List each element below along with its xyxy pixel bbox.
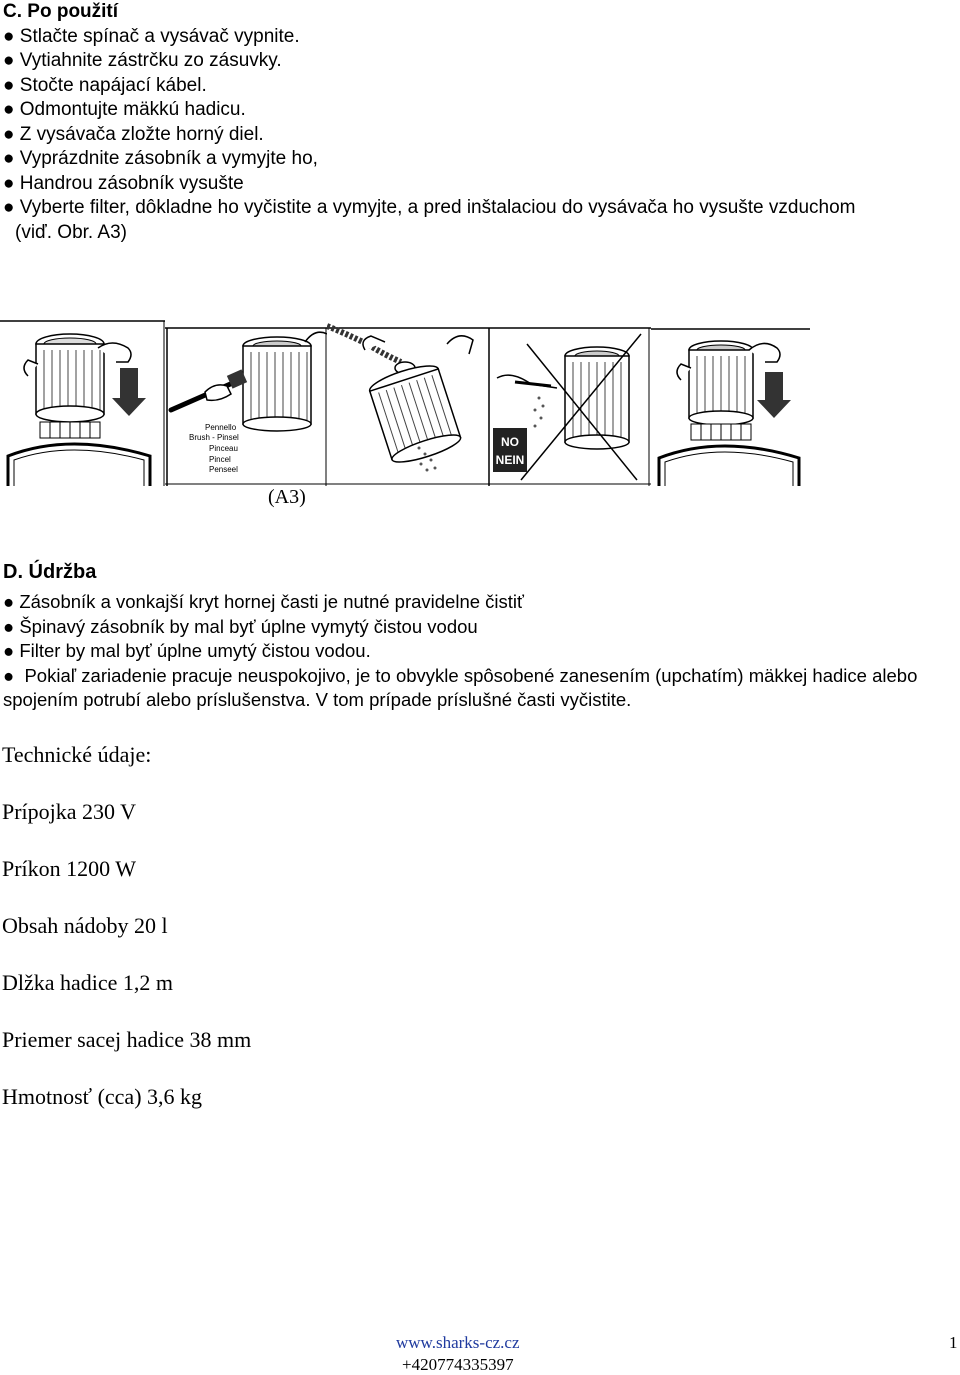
panel-install-filter — [651, 320, 810, 486]
brush-label-line: Penseel — [209, 465, 238, 474]
list-item: ● Vyprázdnite zásobník a vymyjte ho, — [3, 147, 953, 172]
figure-caption: (A3) — [268, 486, 306, 508]
list-item: ● Filter by mal byť úplne umytý čistou vodou. — [3, 639, 953, 664]
filter-removal-drawing — [0, 320, 165, 486]
filter-cleaning-illustration — [0, 320, 810, 486]
list-item: ● Zásobník a vonkajší kryt hornej časti je nutné pravidelne čistiť — [3, 590, 953, 615]
page-number: 1 — [949, 1333, 958, 1352]
section-c-heading: C. Po použití — [3, 1, 119, 22]
spec-row: Priemer sacej hadice 38 mm — [2, 1027, 252, 1052]
list-item: ● Z vysávača zložte horný diel. — [3, 123, 953, 148]
spec-row: Príkon 1200 W — [2, 856, 137, 881]
spec-row: Dlžka hadice 1,2 m — [2, 970, 174, 995]
phone-number: +420774335397 — [402, 1355, 514, 1374]
brush-cleaning-drawing — [165, 320, 327, 486]
panel-not-allowed — [487, 320, 651, 486]
brush-label-line: Brush - Pinsel — [189, 433, 239, 442]
panel-remove-filter — [0, 320, 165, 486]
list-item: ● Odmontujte mäkkú hadicu. — [3, 98, 953, 123]
list-item: ● Stlačte spínač a vysávač vypnite. — [3, 25, 953, 50]
figure-reference: (viď. Obr. A3) — [15, 221, 127, 243]
section-maintenance — [3, 558, 953, 713]
brush-label-line: Pinceau — [209, 444, 238, 453]
panel-vacuum-filter — [327, 320, 487, 486]
no-sign-line: NEIN — [495, 453, 525, 467]
technical-specs — [2, 740, 702, 1139]
panel-brush-filter — [165, 320, 327, 486]
spec-row: Hmotnosť (cca) 3,6 kg — [2, 1084, 203, 1109]
list-item: ● Pokiaľ zariadenie pracuje neuspokojivo, je to obvykle spôsobené zanesením (upchatím) mäkkej hadice alebo spojením potrubí alebo príslušenstva. V tom prípade príslušné časti vyčistite. — [3, 664, 953, 713]
no-sign-line: NO — [501, 435, 519, 449]
spec-row: Obsah nádoby 20 l — [2, 913, 168, 938]
website-link[interactable]: www.sharks-cz.cz — [396, 1333, 520, 1352]
list-item: ● Špinavý zásobník by mal byť úplne vymytý čistou vodou — [3, 615, 953, 640]
section-d-heading: D. Údržba — [3, 561, 97, 583]
brush-label-line: Pincel — [209, 455, 231, 464]
list-item: ● Handrou zásobník vysušte — [3, 172, 953, 197]
list-item: ● Stočte napájací kábel. — [3, 74, 953, 99]
prohibited-method-drawing — [487, 320, 651, 486]
vacuum-cleaning-drawing — [327, 320, 487, 486]
spec-row: Prípojka 230 V — [2, 799, 137, 824]
list-item: ● Vytiahnite zástrčku zo zásuvky. — [3, 49, 953, 74]
brush-label-line: Pennello — [205, 423, 237, 432]
specs-heading: Technické údaje: — [2, 742, 152, 767]
list-item: ● Vyberte filter, dôkladne ho vyčistite a vymyjte, a pred inštalaciou do vysávača ho vysušte vzduchom — [3, 196, 953, 221]
section-after-use — [3, 0, 953, 245]
filter-install-drawing — [651, 320, 810, 486]
